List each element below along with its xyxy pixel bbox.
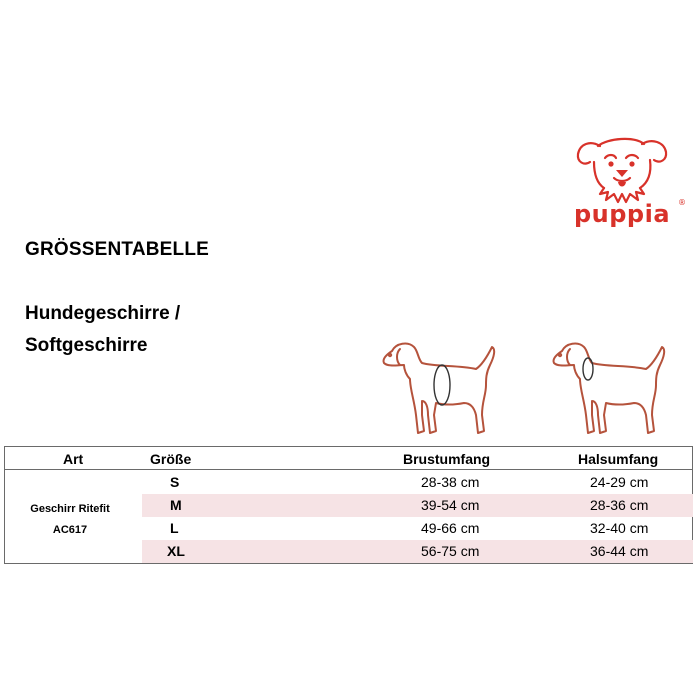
size-cell: XL bbox=[167, 543, 185, 559]
chest-cell: 39-54 cm bbox=[421, 497, 480, 513]
page-title: GRÖSSENTABELLE bbox=[25, 239, 210, 260]
neck-cell: 32-40 cm bbox=[590, 520, 649, 536]
subtitle-line1: Hundegeschirre / bbox=[25, 303, 181, 324]
puppy-face-icon bbox=[572, 132, 672, 204]
brand-name: puppia bbox=[573, 200, 671, 228]
chest-cell: 49-66 cm bbox=[421, 520, 480, 536]
size-cell: M bbox=[170, 497, 182, 513]
header-art: Art bbox=[63, 451, 84, 467]
chest-cell: 56-75 cm bbox=[421, 543, 480, 559]
header-neck: Halsumfang bbox=[578, 451, 659, 467]
neck-cell: 24-29 cm bbox=[590, 474, 649, 490]
chest-cell: 28-38 cm bbox=[421, 474, 480, 490]
size-table bbox=[4, 446, 693, 564]
dog-chest-measure-icon bbox=[378, 335, 508, 440]
product-code: AC617 bbox=[52, 524, 88, 536]
product-name: Geschirr Ritefit bbox=[30, 503, 110, 515]
neck-cell: 28-36 cm bbox=[590, 497, 649, 513]
registered-mark: ® bbox=[678, 198, 686, 207]
puppia-logo bbox=[560, 132, 688, 238]
size-cell: S bbox=[170, 474, 180, 490]
dog-neck-measure-icon bbox=[548, 335, 678, 440]
size-cell: L bbox=[170, 520, 179, 536]
neck-cell: 36-44 cm bbox=[590, 543, 649, 559]
header-size: Größe bbox=[150, 451, 192, 467]
header-chest: Brustumfang bbox=[403, 451, 491, 467]
subtitle-line2: Softgeschirre bbox=[25, 335, 148, 356]
header-divider bbox=[5, 469, 692, 470]
